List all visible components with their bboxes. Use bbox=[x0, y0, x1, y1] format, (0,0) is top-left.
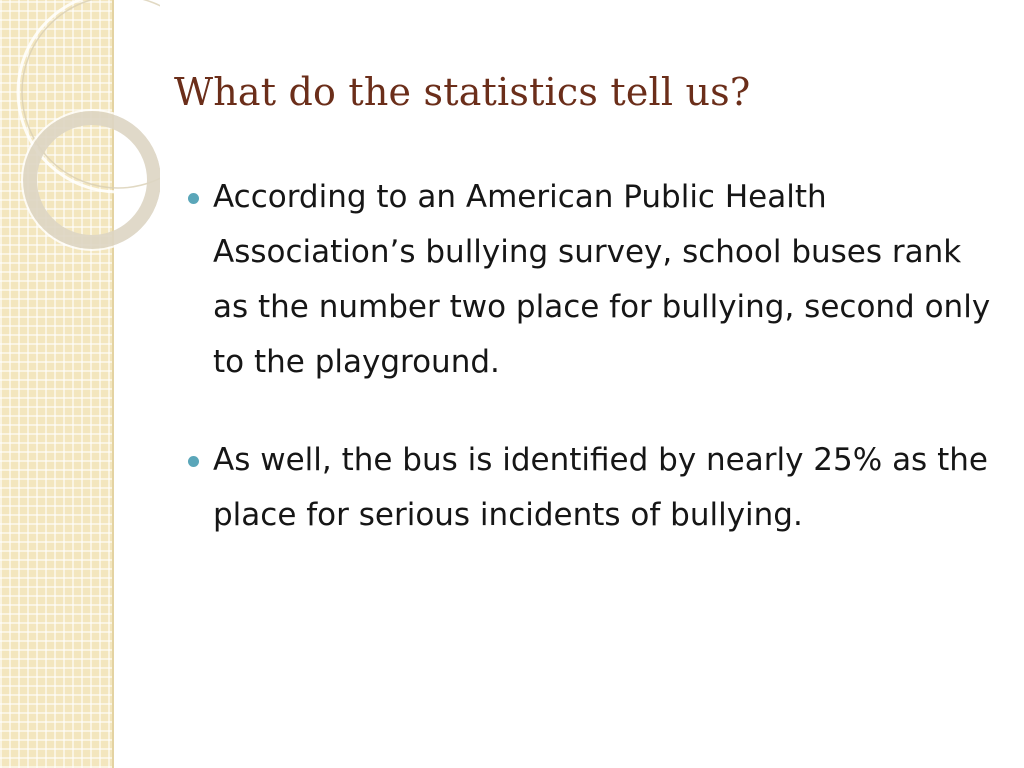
bullet-item bbox=[186, 433, 1006, 543]
bullet-item bbox=[186, 170, 1006, 390]
decorative-rings-graphic bbox=[0, 0, 160, 260]
slide-title: What do the statistics tell us? bbox=[174, 70, 751, 114]
bullet-dot-icon bbox=[188, 193, 199, 204]
bullet-text: According to an American Public Health Association’s bullying survey, school buses rank as the number two place for bullying, second only to the playground. bbox=[213, 179, 991, 380]
bullet-text: As well, the bus is identified by nearly 25% as the place for serious incidents of bullying. bbox=[213, 442, 988, 533]
bullet-dot-icon bbox=[188, 456, 199, 467]
bullet-list bbox=[186, 170, 1006, 543]
